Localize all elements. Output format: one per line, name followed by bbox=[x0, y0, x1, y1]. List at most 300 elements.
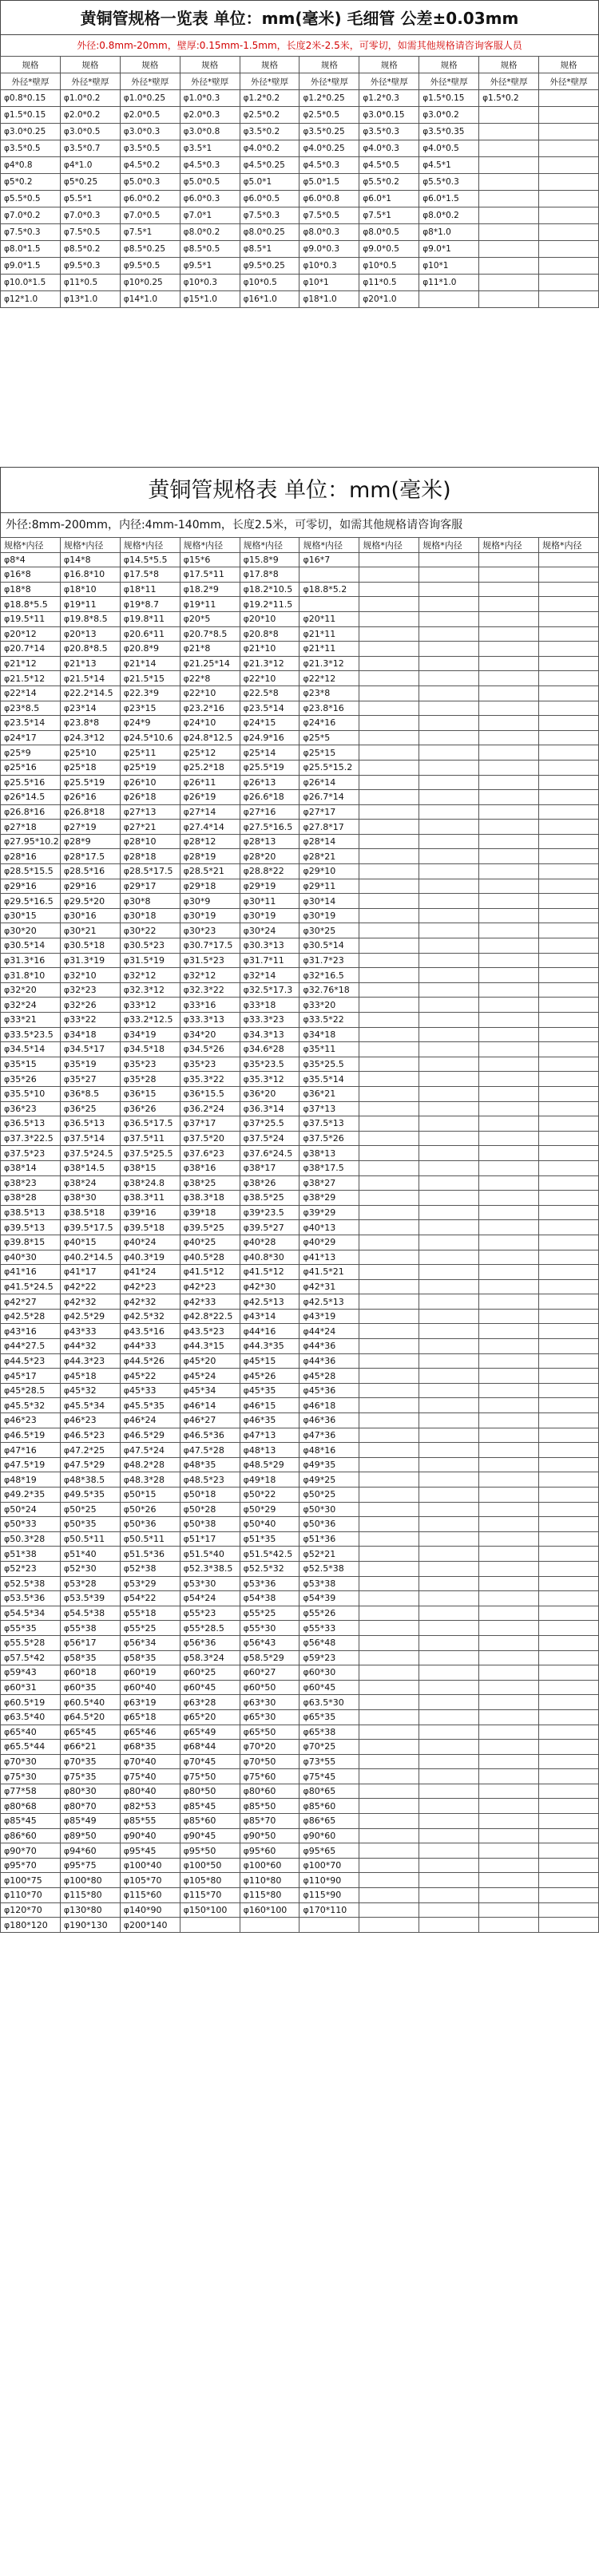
table-cell: φ100*80 bbox=[60, 1873, 120, 1888]
table-cell: φ7.5*0.3 bbox=[1, 224, 61, 241]
table-cell: φ38*14 bbox=[1, 1160, 61, 1175]
table-cell: φ1.0*0.3 bbox=[180, 90, 240, 107]
table-row bbox=[1, 552, 599, 567]
table-cell: φ46*35 bbox=[240, 1413, 300, 1428]
table-cell: 规格*内径 bbox=[359, 538, 419, 553]
table-cell bbox=[479, 1621, 539, 1636]
table-cell: φ52*38 bbox=[120, 1561, 180, 1576]
table-cell bbox=[539, 968, 599, 983]
table-cell bbox=[479, 1561, 539, 1576]
table-cell bbox=[419, 291, 479, 308]
table-cell bbox=[419, 1398, 479, 1413]
table-cell: φ9.0*1 bbox=[419, 241, 479, 258]
table-cell bbox=[539, 1695, 599, 1710]
table-cell: φ44*36 bbox=[300, 1339, 359, 1354]
table-cell bbox=[479, 157, 539, 174]
table-cell: φ25.2*18 bbox=[180, 760, 240, 775]
table-cell: φ38*23 bbox=[1, 1175, 61, 1191]
table-cell: φ1.2*0.25 bbox=[300, 90, 359, 107]
table-cell: φ29.5*20 bbox=[60, 894, 120, 909]
table-cell: φ70*40 bbox=[120, 1754, 180, 1769]
table-cell bbox=[479, 258, 539, 275]
table-cell: φ42*31 bbox=[300, 1279, 359, 1294]
table-cell: φ52*21 bbox=[300, 1547, 359, 1562]
table-cell: φ110*90 bbox=[300, 1873, 359, 1888]
table-cell: φ37.5*11 bbox=[120, 1131, 180, 1146]
table-cell bbox=[359, 1353, 419, 1369]
table-cell: φ18*10 bbox=[60, 582, 120, 597]
table-cell bbox=[539, 1443, 599, 1458]
table-cell bbox=[359, 1220, 419, 1235]
table-row bbox=[1, 626, 599, 642]
table-cell bbox=[419, 1621, 479, 1636]
table-cell bbox=[359, 864, 419, 879]
table-cell bbox=[539, 1591, 599, 1606]
table-cell bbox=[479, 1858, 539, 1873]
table-cell: φ29*16 bbox=[1, 879, 61, 894]
table-row bbox=[1, 1531, 599, 1547]
table-cell: φ25.5*19 bbox=[240, 760, 300, 775]
table-cell bbox=[479, 1635, 539, 1650]
table-cell: φ33*16 bbox=[180, 998, 240, 1013]
table-cell: φ60*27 bbox=[240, 1665, 300, 1681]
table-row bbox=[1, 1116, 599, 1132]
table-row bbox=[1, 1265, 599, 1280]
table-cell: φ115*80 bbox=[60, 1888, 120, 1903]
table-cell bbox=[419, 656, 479, 671]
table-cell: φ24*10 bbox=[180, 716, 240, 731]
table-cell: φ36*15 bbox=[120, 1086, 180, 1101]
table-cell: φ86*65 bbox=[300, 1814, 359, 1829]
table-row bbox=[1, 1650, 599, 1665]
table-cell bbox=[479, 849, 539, 864]
table-cell bbox=[539, 775, 599, 790]
table-cell bbox=[359, 1902, 419, 1918]
table-cell bbox=[419, 790, 479, 805]
table-cell: φ25.5*15.2 bbox=[300, 760, 359, 775]
table-cell bbox=[359, 968, 419, 983]
table-cell: φ54.5*38 bbox=[60, 1606, 120, 1621]
table-cell: φ48.5*29 bbox=[240, 1457, 300, 1472]
table-cell bbox=[359, 1160, 419, 1175]
table-cell bbox=[479, 1591, 539, 1606]
table-header-row bbox=[1, 57, 599, 73]
table-cell bbox=[359, 1279, 419, 1294]
table-row bbox=[1, 1042, 599, 1057]
table-cell: φ58*35 bbox=[120, 1650, 180, 1665]
table-cell bbox=[419, 1443, 479, 1458]
table-cell: φ16.8*10 bbox=[60, 567, 120, 583]
table-cell: φ48.5*23 bbox=[180, 1472, 240, 1488]
table-cell: φ25*10 bbox=[60, 745, 120, 761]
table-cell: φ10*0.3 bbox=[180, 275, 240, 291]
table-cell: φ58*35 bbox=[60, 1650, 120, 1665]
table-cell: φ42*22 bbox=[60, 1279, 120, 1294]
table-cell: φ27*19 bbox=[60, 820, 120, 835]
table-cell: φ43*33 bbox=[60, 1324, 120, 1339]
table-cell: φ22*10 bbox=[180, 685, 240, 701]
table-cell bbox=[419, 1324, 479, 1339]
table-cell: φ31.3*16 bbox=[1, 953, 61, 968]
table-cell: φ43.5*23 bbox=[180, 1324, 240, 1339]
table-cell: φ15.8*9 bbox=[240, 552, 300, 567]
table-cell: φ35*23 bbox=[120, 1057, 180, 1072]
table-row bbox=[1, 567, 599, 583]
table-cell: φ49*35 bbox=[300, 1457, 359, 1472]
table-cell bbox=[419, 745, 479, 761]
table-cell bbox=[539, 1294, 599, 1310]
table-cell bbox=[419, 879, 479, 894]
table-cell: φ60*45 bbox=[180, 1680, 240, 1695]
table-cell: φ33*20 bbox=[300, 998, 359, 1013]
table-cell bbox=[539, 1784, 599, 1799]
table-cell: φ36*21 bbox=[300, 1086, 359, 1101]
table-cell bbox=[539, 552, 599, 567]
table-cell bbox=[539, 1309, 599, 1324]
table-cell bbox=[539, 1220, 599, 1235]
table-row bbox=[1, 174, 599, 191]
table-cell: φ10*0.5 bbox=[359, 258, 419, 275]
table-row bbox=[1, 1725, 599, 1740]
table-cell bbox=[419, 1888, 479, 1903]
table-cell: φ5.5*0.3 bbox=[419, 174, 479, 191]
table-cell: φ115*80 bbox=[240, 1888, 300, 1903]
table-cell bbox=[359, 1873, 419, 1888]
table-cell bbox=[479, 1769, 539, 1784]
table-cell bbox=[479, 1235, 539, 1250]
table-cell bbox=[359, 1057, 419, 1072]
table-cell bbox=[479, 1888, 539, 1903]
table-cell: φ100*70 bbox=[300, 1858, 359, 1873]
table-cell: φ73*55 bbox=[300, 1754, 359, 1769]
table-cell bbox=[539, 258, 599, 275]
table-cell: φ9.5*0.25 bbox=[240, 258, 300, 275]
table-cell bbox=[479, 760, 539, 775]
table-cell: φ89*50 bbox=[60, 1828, 120, 1843]
table-cell: φ75*35 bbox=[60, 1769, 120, 1784]
table-cell: φ38.5*13 bbox=[1, 1205, 61, 1220]
table-cell bbox=[539, 1488, 599, 1503]
table-cell bbox=[479, 790, 539, 805]
table-cell: φ33.5*22 bbox=[300, 1013, 359, 1028]
table-cell: φ110*70 bbox=[1, 1888, 61, 1903]
table-cell: φ49*18 bbox=[240, 1472, 300, 1488]
table-cell: φ45.5*32 bbox=[1, 1398, 61, 1413]
table-cell: φ39.8*15 bbox=[1, 1235, 61, 1250]
table-cell bbox=[419, 1175, 479, 1191]
table-cell bbox=[359, 820, 419, 835]
table-cell: φ37.3*22.5 bbox=[1, 1131, 61, 1146]
table-cell bbox=[539, 1042, 599, 1057]
table-cell: φ24*15 bbox=[240, 716, 300, 731]
table-cell bbox=[479, 1650, 539, 1665]
table-row bbox=[1, 879, 599, 894]
table-row bbox=[1, 1175, 599, 1191]
table-cell: φ20*1.0 bbox=[359, 291, 419, 308]
table-cell: 外径*壁厚 bbox=[60, 73, 120, 90]
table-cell: φ80*50 bbox=[180, 1784, 240, 1799]
table-row bbox=[1, 90, 599, 107]
table-cell bbox=[479, 1027, 539, 1042]
table-cell bbox=[419, 1428, 479, 1443]
table-cell: φ21.5*15 bbox=[120, 671, 180, 686]
table-cell: φ25.5*16 bbox=[1, 775, 61, 790]
table-cell bbox=[359, 1472, 419, 1488]
table-cell: φ75*30 bbox=[1, 1769, 61, 1784]
table-cell bbox=[539, 1635, 599, 1650]
table-cell bbox=[359, 1339, 419, 1354]
table-cell: φ8*1.0 bbox=[419, 224, 479, 241]
table-cell bbox=[419, 1873, 479, 1888]
table-cell: φ56*43 bbox=[240, 1635, 300, 1650]
table-cell: φ60*19 bbox=[120, 1665, 180, 1681]
table-row bbox=[1, 894, 599, 909]
table-cell: φ4.5*0.2 bbox=[120, 157, 180, 174]
table-cell: φ38*17 bbox=[240, 1160, 300, 1175]
table-cell: φ7.5*1 bbox=[359, 207, 419, 224]
table-cell: φ17.8*8 bbox=[240, 567, 300, 583]
table-cell: φ36*25 bbox=[60, 1101, 120, 1116]
table-cell bbox=[419, 1013, 479, 1028]
table-cell bbox=[359, 1250, 419, 1265]
table-cell: 外径*壁厚 bbox=[539, 73, 599, 90]
table-cell: φ85*60 bbox=[300, 1799, 359, 1814]
table-cell bbox=[419, 804, 479, 820]
table-cell: φ9.0*0.3 bbox=[300, 241, 359, 258]
table-cell bbox=[539, 1383, 599, 1398]
table-cell: φ85*60 bbox=[180, 1814, 240, 1829]
table-cell bbox=[419, 834, 479, 849]
table-cell: φ46.5*19 bbox=[1, 1428, 61, 1443]
table-cell: φ46*14 bbox=[180, 1398, 240, 1413]
table-row bbox=[1, 1369, 599, 1384]
table-cell bbox=[359, 671, 419, 686]
table-row bbox=[1, 1250, 599, 1265]
table-cell: φ45*34 bbox=[180, 1383, 240, 1398]
table-cell: φ95*65 bbox=[300, 1843, 359, 1859]
table-row bbox=[1, 1383, 599, 1398]
table-cell: φ35*27 bbox=[60, 1072, 120, 1087]
table-cell: φ51*35 bbox=[240, 1531, 300, 1547]
table-cell: 规格 bbox=[300, 57, 359, 73]
table-cell: φ23.8*8 bbox=[60, 716, 120, 731]
table-cell bbox=[539, 1191, 599, 1206]
table-cell: φ45*15 bbox=[240, 1353, 300, 1369]
table-cell: φ48*19 bbox=[1, 1472, 61, 1488]
table-cell: φ50*25 bbox=[300, 1488, 359, 1503]
table-cell: φ34.5*18 bbox=[120, 1042, 180, 1057]
table-cell: φ24*17 bbox=[1, 730, 61, 745]
table-row bbox=[1, 1279, 599, 1294]
table-cell: φ20*13 bbox=[60, 626, 120, 642]
table-cell: φ21*11 bbox=[300, 626, 359, 642]
table-cell: φ8.0*0.2 bbox=[419, 207, 479, 224]
table-cell bbox=[539, 894, 599, 909]
table-cell: φ40.3*19 bbox=[120, 1250, 180, 1265]
table-cell: φ50.3*28 bbox=[1, 1531, 61, 1547]
table-cell bbox=[539, 908, 599, 923]
table-cell: φ16*8 bbox=[1, 567, 61, 583]
table-cell: φ28*18 bbox=[120, 849, 180, 864]
table-cell: φ28*19 bbox=[180, 849, 240, 864]
table-cell bbox=[479, 1843, 539, 1859]
table-cell: φ28.5*16 bbox=[60, 864, 120, 879]
table-cell bbox=[539, 953, 599, 968]
table-cell: φ25*12 bbox=[180, 745, 240, 761]
table-cell: φ115*60 bbox=[120, 1888, 180, 1903]
table-cell: φ85*45 bbox=[1, 1814, 61, 1829]
table-cell: φ19*11 bbox=[180, 597, 240, 612]
table-cell: φ27*18 bbox=[1, 820, 61, 835]
table-cell: φ55.5*28 bbox=[1, 1635, 61, 1650]
table-row bbox=[1, 1918, 599, 1933]
table-cell: φ28*17.5 bbox=[60, 849, 120, 864]
table-cell bbox=[479, 1309, 539, 1324]
table-cell: φ3.0*0.8 bbox=[180, 124, 240, 140]
table-cell: φ27*21 bbox=[120, 820, 180, 835]
table-row bbox=[1, 804, 599, 820]
table-cell bbox=[479, 626, 539, 642]
table-cell: φ56*34 bbox=[120, 1635, 180, 1650]
table-cell bbox=[479, 834, 539, 849]
table-cell: φ60*50 bbox=[240, 1680, 300, 1695]
table-cell bbox=[359, 879, 419, 894]
table-cell bbox=[419, 1858, 479, 1873]
table-cell: φ8.0*0.2 bbox=[180, 224, 240, 241]
table-cell bbox=[479, 1457, 539, 1472]
table-cell: φ2.5*0.5 bbox=[300, 107, 359, 124]
table-cell: φ37.5*24.5 bbox=[60, 1146, 120, 1161]
table-cell bbox=[419, 820, 479, 835]
table-cell: φ29*10 bbox=[300, 864, 359, 879]
table-cell: φ28.5*15.5 bbox=[1, 864, 61, 879]
table-cell bbox=[539, 1428, 599, 1443]
table-cell bbox=[419, 642, 479, 657]
table-cell: φ7.0*0.2 bbox=[1, 207, 61, 224]
table-row bbox=[1, 1339, 599, 1354]
table-cell: φ95*70 bbox=[1, 1858, 61, 1873]
table-cell: φ50*25 bbox=[60, 1502, 120, 1517]
table-cell: φ23*14 bbox=[60, 701, 120, 716]
table-cell: φ27.4*14 bbox=[180, 820, 240, 835]
table-cell: φ30*25 bbox=[300, 923, 359, 938]
table-cell: φ21*10 bbox=[240, 642, 300, 657]
table-row bbox=[1, 1131, 599, 1146]
table-cell: φ2.0*0.3 bbox=[180, 107, 240, 124]
table-cell: φ38*24 bbox=[60, 1175, 120, 1191]
table-cell: φ58.5*29 bbox=[240, 1650, 300, 1665]
table-cell: φ8.0*1.5 bbox=[1, 241, 61, 258]
table-cell: φ63*28 bbox=[180, 1695, 240, 1710]
table-cell bbox=[539, 107, 599, 124]
table-cell: φ75*45 bbox=[300, 1769, 359, 1784]
table-cell bbox=[539, 291, 599, 308]
table-cell: φ54*24 bbox=[180, 1591, 240, 1606]
table-cell: φ44.3*15 bbox=[180, 1339, 240, 1354]
table-cell bbox=[479, 1086, 539, 1101]
table-cell: φ80*65 bbox=[300, 1784, 359, 1799]
table-cell: φ60*40 bbox=[120, 1680, 180, 1695]
table-cell bbox=[359, 1621, 419, 1636]
table-cell: φ8.5*0.2 bbox=[60, 241, 120, 258]
table-row bbox=[1, 1517, 599, 1532]
table-cell bbox=[539, 1531, 599, 1547]
table-cell: φ33*12 bbox=[120, 998, 180, 1013]
table-cell: φ22.2*14.5 bbox=[60, 685, 120, 701]
table-cell: φ45*18 bbox=[60, 1369, 120, 1384]
table-cell: φ80*30 bbox=[60, 1784, 120, 1799]
table-cell: φ40*28 bbox=[240, 1235, 300, 1250]
table-cell: φ90*50 bbox=[240, 1828, 300, 1843]
table-cell: φ30.5*18 bbox=[60, 938, 120, 954]
table-cell bbox=[359, 1635, 419, 1650]
table-cell: φ56*36 bbox=[180, 1635, 240, 1650]
table-cell: φ43*19 bbox=[300, 1309, 359, 1324]
table-cell: φ40*30 bbox=[1, 1250, 61, 1265]
table-cell bbox=[359, 1591, 419, 1606]
table-cell: φ31.3*19 bbox=[60, 953, 120, 968]
table-cell bbox=[479, 1754, 539, 1769]
table-cell: φ55*25 bbox=[240, 1606, 300, 1621]
table-cell bbox=[479, 864, 539, 879]
table-cell: φ50*26 bbox=[120, 1502, 180, 1517]
table-cell: φ115*70 bbox=[180, 1888, 240, 1903]
table-cell: φ23.8*16 bbox=[300, 701, 359, 716]
table-cell: φ16*7 bbox=[300, 552, 359, 567]
table-cell: φ42.8*22.5 bbox=[180, 1309, 240, 1324]
table-cell: φ46.5*36 bbox=[180, 1428, 240, 1443]
table-cell: φ4.0*0.2 bbox=[240, 140, 300, 157]
table-cell: φ32.3*22 bbox=[180, 982, 240, 998]
table-cell bbox=[479, 1606, 539, 1621]
table-cell bbox=[479, 656, 539, 671]
brass-tube-table-title: 黄铜管规格表 单位：mm(毫米) bbox=[0, 467, 599, 513]
table-cell: φ37*25.5 bbox=[240, 1116, 300, 1132]
table-cell bbox=[419, 685, 479, 701]
table-cell bbox=[419, 1279, 479, 1294]
table-cell: φ32.76*18 bbox=[300, 982, 359, 998]
table-cell: φ65*35 bbox=[300, 1709, 359, 1725]
table-cell: φ52*30 bbox=[60, 1561, 120, 1576]
table-cell: φ40*13 bbox=[300, 1220, 359, 1235]
table-cell bbox=[419, 567, 479, 583]
table-cell: φ85*70 bbox=[240, 1814, 300, 1829]
table-row bbox=[1, 1057, 599, 1072]
table-cell: φ41.5*21 bbox=[300, 1265, 359, 1280]
capillary-spec-section bbox=[0, 0, 599, 451]
table-row bbox=[1, 1665, 599, 1681]
table-cell bbox=[479, 1160, 539, 1175]
table-cell bbox=[359, 790, 419, 805]
table-row bbox=[1, 671, 599, 686]
table-cell: 规格*内径 bbox=[120, 538, 180, 553]
table-row bbox=[1, 191, 599, 207]
table-cell bbox=[539, 1561, 599, 1576]
table-cell: φ60*30 bbox=[300, 1665, 359, 1681]
table-cell: φ25*11 bbox=[120, 745, 180, 761]
table-cell bbox=[479, 1428, 539, 1443]
table-cell bbox=[359, 1013, 419, 1028]
table-cell: φ65*38 bbox=[300, 1725, 359, 1740]
table-cell bbox=[539, 820, 599, 835]
table-cell: φ38*29 bbox=[300, 1191, 359, 1206]
table-cell: φ30*19 bbox=[180, 908, 240, 923]
table-row bbox=[1, 1547, 599, 1562]
table-cell bbox=[359, 1769, 419, 1784]
table-cell: φ85*55 bbox=[120, 1814, 180, 1829]
table-cell: 规格*内径 bbox=[300, 538, 359, 553]
table-cell: φ50.5*11 bbox=[120, 1531, 180, 1547]
